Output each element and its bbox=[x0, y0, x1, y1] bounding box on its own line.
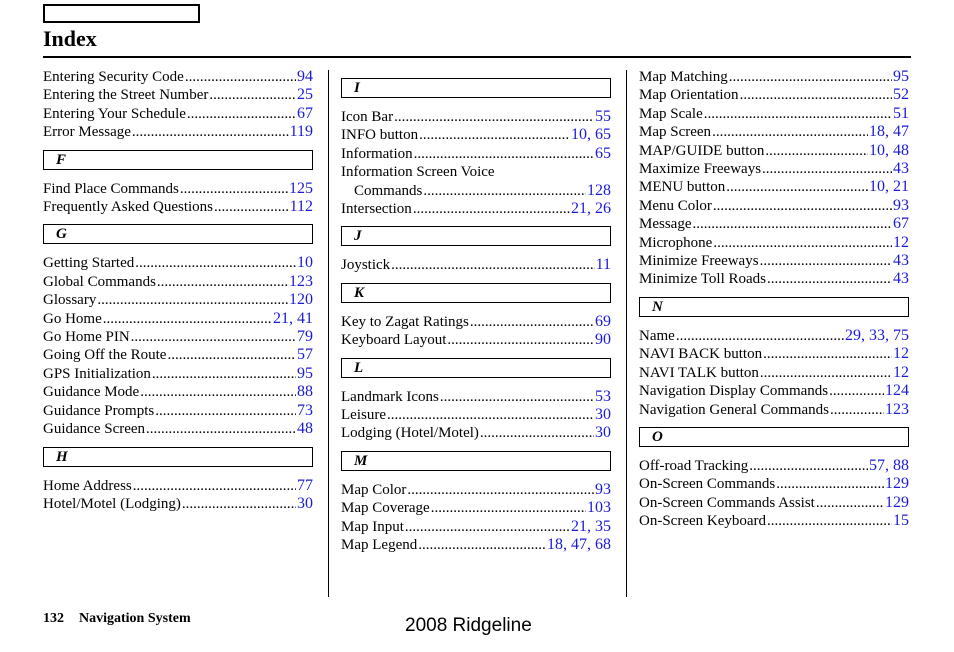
page-reference-link[interactable]: 123 bbox=[289, 272, 313, 290]
index-entry bbox=[639, 160, 909, 178]
index-entry bbox=[341, 406, 611, 424]
dot-leader bbox=[767, 512, 892, 530]
index-entry bbox=[43, 420, 313, 438]
letter-header: G bbox=[43, 224, 313, 244]
index-entry bbox=[341, 481, 611, 499]
dot-leader bbox=[152, 365, 296, 383]
index-entry bbox=[43, 328, 313, 346]
index-entry bbox=[43, 86, 313, 104]
entry-label: NAVI TALK button bbox=[639, 364, 759, 381]
entry-label: Intersection bbox=[341, 201, 412, 218]
entry-label: Icon Bar bbox=[341, 109, 394, 125]
dot-leader bbox=[97, 291, 288, 309]
dot-leader bbox=[830, 401, 884, 419]
page-reference-link[interactable]: 43 bbox=[893, 270, 909, 288]
dot-leader bbox=[816, 494, 884, 512]
letter-header: O bbox=[639, 427, 909, 447]
page-reference-link[interactable]: 21, 35 bbox=[571, 517, 611, 535]
page-reference-link[interactable]: 12 bbox=[893, 345, 909, 363]
footer-model-name: 2008 Ridgeline bbox=[405, 615, 532, 636]
entry-label: INFO button bbox=[341, 127, 419, 144]
entry-label: Hotel/Motel (Lodging) bbox=[43, 495, 181, 512]
dot-leader bbox=[712, 123, 868, 141]
entry-label: Information bbox=[341, 145, 413, 162]
entry-label: Map Screen bbox=[639, 124, 712, 141]
dot-leader bbox=[394, 108, 594, 126]
page-reference-link[interactable]: 25 bbox=[297, 86, 313, 104]
entry-label: Map Scale bbox=[639, 105, 703, 122]
index-entry bbox=[341, 182, 611, 200]
page-reference-link[interactable]: 125 bbox=[289, 179, 313, 197]
dot-leader bbox=[405, 518, 570, 536]
page-reference-link[interactable]: 119 bbox=[289, 123, 313, 141]
dot-leader bbox=[185, 68, 296, 86]
page-reference-link[interactable]: 67 bbox=[297, 104, 313, 122]
dot-leader bbox=[414, 145, 594, 163]
entry-label: Find Place Commands bbox=[43, 180, 179, 197]
dot-leader bbox=[470, 313, 594, 331]
index-entry bbox=[43, 123, 313, 141]
index-entry bbox=[341, 536, 611, 554]
dot-leader bbox=[765, 142, 868, 160]
entry-label: Entering Your Schedule bbox=[43, 105, 186, 122]
column-divider-1 bbox=[328, 70, 329, 597]
dot-leader bbox=[676, 327, 844, 345]
entry-label: Home Address bbox=[43, 477, 132, 494]
dot-leader bbox=[749, 457, 868, 475]
entry-label: Entering Security Code bbox=[43, 69, 184, 85]
index-entry bbox=[341, 499, 611, 517]
page-reference-link[interactable]: 90 bbox=[595, 331, 611, 349]
index-entry bbox=[341, 126, 611, 144]
page-reference-link[interactable]: 18, 47 bbox=[869, 123, 909, 141]
index-entry bbox=[43, 383, 313, 401]
dot-leader bbox=[180, 180, 288, 198]
index-entry bbox=[341, 518, 611, 536]
entry-label: Joystick bbox=[341, 257, 391, 274]
entry-label: Off-road Tracking bbox=[639, 457, 749, 474]
page-reference-link[interactable]: 112 bbox=[289, 198, 313, 216]
index-entry bbox=[341, 331, 611, 349]
page-reference-link[interactable]: 129 bbox=[885, 475, 909, 493]
dot-leader bbox=[182, 495, 296, 513]
page-reference-link[interactable]: 55 bbox=[595, 108, 611, 125]
entry-label: On-Screen Commands bbox=[639, 476, 776, 493]
dot-leader bbox=[829, 382, 884, 400]
index-entry bbox=[43, 346, 313, 364]
entry-label: On-Screen Keyboard bbox=[639, 513, 767, 530]
entry-label: Global Commands bbox=[43, 273, 156, 290]
page-reference-link[interactable]: 123 bbox=[885, 400, 909, 418]
page-reference-link[interactable]: 21, 26 bbox=[571, 200, 611, 218]
entry-label: Information Screen Voice bbox=[341, 164, 495, 181]
dot-leader bbox=[214, 198, 289, 216]
page-reference-link[interactable]: 10 bbox=[297, 254, 313, 272]
index-entry bbox=[341, 388, 611, 406]
dot-leader bbox=[713, 234, 892, 252]
dot-leader bbox=[704, 105, 892, 123]
index-entry bbox=[43, 310, 313, 328]
dot-leader bbox=[387, 406, 594, 424]
index-entry bbox=[639, 252, 909, 270]
dot-leader bbox=[419, 126, 570, 144]
index-entry bbox=[639, 345, 909, 363]
page-reference-link[interactable]: 57, 88 bbox=[869, 456, 909, 474]
dot-leader bbox=[767, 270, 892, 288]
dot-leader bbox=[135, 254, 296, 272]
entry-label: MAP/GUIDE button bbox=[639, 142, 765, 159]
entry-label: Lodging (Hotel/Motel) bbox=[341, 425, 479, 442]
page-reference-link[interactable]: 10, 21 bbox=[869, 178, 909, 196]
entry-label: Guidance Mode bbox=[43, 384, 140, 401]
entry-label: MENU button bbox=[639, 179, 726, 196]
letter-header: L bbox=[341, 358, 611, 378]
entry-label: On-Screen Commands Assist bbox=[639, 494, 815, 511]
index-entry bbox=[43, 273, 313, 291]
dot-leader bbox=[167, 346, 296, 364]
dot-leader bbox=[760, 252, 892, 270]
index-entry bbox=[639, 142, 909, 160]
page-reference-link[interactable]: 53 bbox=[595, 387, 611, 405]
index-entry bbox=[341, 200, 611, 218]
index-entry bbox=[43, 291, 313, 309]
page-number: 132 bbox=[43, 611, 64, 626]
index-entry bbox=[43, 477, 313, 495]
entry-label: Landmark Icons bbox=[341, 388, 439, 405]
footer-section-label: Navigation System bbox=[79, 611, 191, 626]
dot-leader bbox=[726, 178, 868, 196]
index-entry bbox=[639, 364, 909, 382]
page-reference-link[interactable]: 128 bbox=[587, 181, 611, 199]
dot-leader bbox=[157, 273, 288, 291]
page-reference-link[interactable]: 95 bbox=[893, 68, 909, 85]
index-entry bbox=[43, 402, 313, 420]
index-entry bbox=[341, 256, 611, 274]
dot-leader bbox=[423, 182, 586, 200]
dot-leader bbox=[187, 105, 296, 123]
letter-header: J bbox=[341, 226, 611, 246]
page-reference-link[interactable]: 129 bbox=[885, 493, 909, 511]
dot-leader bbox=[413, 200, 570, 218]
dot-leader bbox=[146, 420, 296, 438]
dot-leader bbox=[713, 197, 892, 215]
dot-leader bbox=[133, 477, 296, 495]
page-reference-link[interactable]: 15 bbox=[893, 512, 909, 530]
index-entry bbox=[341, 163, 611, 181]
entry-label: Key to Zagat Ratings bbox=[341, 313, 469, 330]
page-reference-link[interactable]: 18, 47, 68 bbox=[547, 536, 611, 554]
index-entry bbox=[341, 145, 611, 163]
dot-leader bbox=[140, 383, 296, 401]
index-entry bbox=[341, 424, 611, 442]
index-entry bbox=[639, 494, 909, 512]
dot-leader bbox=[729, 68, 892, 86]
index-entry bbox=[639, 327, 909, 345]
index-entry bbox=[639, 457, 909, 475]
page-reference-link[interactable]: 95 bbox=[297, 364, 313, 382]
page-reference-link[interactable]: 57 bbox=[297, 346, 313, 364]
page-title: Index bbox=[43, 26, 97, 51]
index-entry bbox=[43, 105, 313, 123]
page-reference-link[interactable]: 88 bbox=[297, 383, 313, 401]
page-reference-link[interactable]: 48 bbox=[297, 420, 313, 438]
dot-leader bbox=[132, 123, 289, 141]
index-entry bbox=[43, 495, 313, 513]
letter-header: H bbox=[43, 447, 313, 467]
entry-label: Going Off the Route bbox=[43, 347, 167, 364]
page-reference-link[interactable]: 43 bbox=[893, 160, 909, 178]
index-entry bbox=[43, 68, 313, 86]
entry-label: Message bbox=[639, 216, 692, 233]
page-reference-link[interactable]: 73 bbox=[297, 401, 313, 419]
index-entry bbox=[639, 215, 909, 233]
dot-leader bbox=[762, 160, 892, 178]
page-reference-link[interactable]: 30 bbox=[297, 494, 313, 512]
letter-header: N bbox=[639, 297, 909, 317]
index-entry bbox=[639, 86, 909, 104]
page-reference-link[interactable]: 30 bbox=[595, 424, 611, 442]
index-entry bbox=[639, 512, 909, 530]
dot-leader bbox=[155, 402, 296, 420]
page-reference-link[interactable]: 94 bbox=[297, 68, 313, 85]
title-rule bbox=[43, 56, 911, 58]
page-reference-link[interactable]: 93 bbox=[595, 480, 611, 498]
dot-leader bbox=[447, 331, 594, 349]
dot-leader bbox=[418, 536, 546, 554]
entry-label: Microphone bbox=[639, 234, 713, 251]
entry-label: Map Matching bbox=[639, 69, 728, 85]
page-reference-link[interactable]: 11 bbox=[595, 256, 611, 274]
letter-header: K bbox=[341, 283, 611, 303]
entry-label: Map Orientation bbox=[639, 87, 739, 104]
entry-label: Maximize Freeways bbox=[639, 161, 762, 178]
entry-label: Map Legend bbox=[341, 537, 418, 554]
entry-label: Navigation Display Commands bbox=[639, 383, 829, 400]
entry-label: Map Input bbox=[341, 518, 404, 535]
section-tab-box bbox=[43, 4, 200, 23]
dot-leader bbox=[440, 388, 594, 406]
index-entry bbox=[639, 123, 909, 141]
page-reference-link[interactable]: 124 bbox=[885, 382, 909, 400]
entry-label: Commands bbox=[354, 182, 423, 199]
dot-leader bbox=[391, 256, 594, 274]
dot-leader bbox=[763, 345, 892, 363]
index-entry bbox=[639, 178, 909, 196]
dot-leader bbox=[776, 475, 884, 493]
dot-leader bbox=[131, 328, 296, 346]
page-reference-link[interactable]: 51 bbox=[893, 104, 909, 122]
index-entry bbox=[43, 198, 313, 216]
index-entry bbox=[43, 180, 313, 198]
entry-label: Keyboard Layout bbox=[341, 332, 447, 349]
letter-header: I bbox=[341, 78, 611, 98]
letter-header: M bbox=[341, 451, 611, 471]
index-entry bbox=[43, 254, 313, 272]
page-reference-link[interactable]: 93 bbox=[893, 196, 909, 214]
index-entry bbox=[43, 365, 313, 383]
index-entry bbox=[639, 197, 909, 215]
entry-label: Name bbox=[639, 327, 675, 344]
page-reference-link[interactable]: 10, 65 bbox=[571, 126, 611, 144]
index-entry bbox=[639, 401, 909, 419]
entry-label: NAVI BACK button bbox=[639, 346, 763, 363]
entry-label: Map Coverage bbox=[341, 500, 430, 517]
entry-label: Minimize Freeways bbox=[639, 253, 759, 270]
index-entry bbox=[639, 270, 909, 288]
page-reference-link[interactable]: 43 bbox=[893, 252, 909, 270]
index-entry bbox=[639, 382, 909, 400]
index-entry bbox=[639, 105, 909, 123]
entry-label: Guidance Prompts bbox=[43, 402, 155, 419]
dot-leader bbox=[103, 310, 272, 328]
page-reference-link[interactable]: 12 bbox=[893, 233, 909, 251]
letter-header: F bbox=[43, 150, 313, 170]
entry-label: Frequently Asked Questions bbox=[43, 199, 213, 216]
page-reference-link[interactable]: 30 bbox=[595, 406, 611, 424]
page-reference-link[interactable]: 29, 33, 75 bbox=[845, 326, 909, 344]
index-entry bbox=[341, 108, 611, 126]
index-entry bbox=[341, 313, 611, 331]
entry-label: Leisure bbox=[341, 407, 386, 424]
dot-leader bbox=[431, 499, 586, 517]
entry-label: Error Message bbox=[43, 124, 131, 141]
dot-leader bbox=[209, 86, 296, 104]
entry-label: Menu Color bbox=[639, 197, 712, 214]
page-reference-link[interactable]: 103 bbox=[587, 499, 611, 517]
page-reference-link[interactable]: 12 bbox=[893, 363, 909, 381]
entry-label: Navigation General Commands bbox=[639, 401, 829, 418]
entry-label: Glossary bbox=[43, 292, 97, 309]
index-entry bbox=[639, 234, 909, 252]
entry-label: Go Home bbox=[43, 310, 102, 327]
dot-leader bbox=[740, 86, 892, 104]
page-reference-link[interactable]: 67 bbox=[893, 215, 909, 233]
dot-leader bbox=[760, 364, 892, 382]
entry-label: Minimize Toll Roads bbox=[639, 271, 767, 288]
page-reference-link[interactable]: 52 bbox=[893, 86, 909, 104]
page-reference-link[interactable]: 65 bbox=[595, 144, 611, 162]
page-reference-link[interactable]: 120 bbox=[289, 291, 313, 309]
entry-label: Getting Started bbox=[43, 255, 135, 272]
entry-label: Go Home PIN bbox=[43, 329, 130, 346]
page-reference-link[interactable]: 77 bbox=[297, 476, 313, 494]
index-column-3 bbox=[639, 68, 909, 531]
dot-leader bbox=[693, 215, 893, 233]
dot-leader bbox=[407, 481, 594, 499]
entry-label: GPS Initialization bbox=[43, 365, 151, 382]
entry-label: Entering the Street Number bbox=[43, 87, 209, 104]
page-reference-link[interactable]: 10, 48 bbox=[869, 141, 909, 159]
index-entry bbox=[639, 475, 909, 493]
column-divider-2 bbox=[626, 70, 627, 597]
dot-leader bbox=[480, 424, 594, 442]
index-entry bbox=[639, 68, 909, 86]
entry-label: Guidance Screen bbox=[43, 421, 146, 438]
page-reference-link[interactable]: 21, 41 bbox=[273, 309, 313, 327]
index-column-2 bbox=[341, 78, 611, 555]
page-reference-link[interactable]: 69 bbox=[595, 312, 611, 330]
index-column-1 bbox=[43, 68, 313, 513]
page-reference-link[interactable]: 79 bbox=[297, 328, 313, 346]
entry-label: Map Color bbox=[341, 481, 407, 498]
